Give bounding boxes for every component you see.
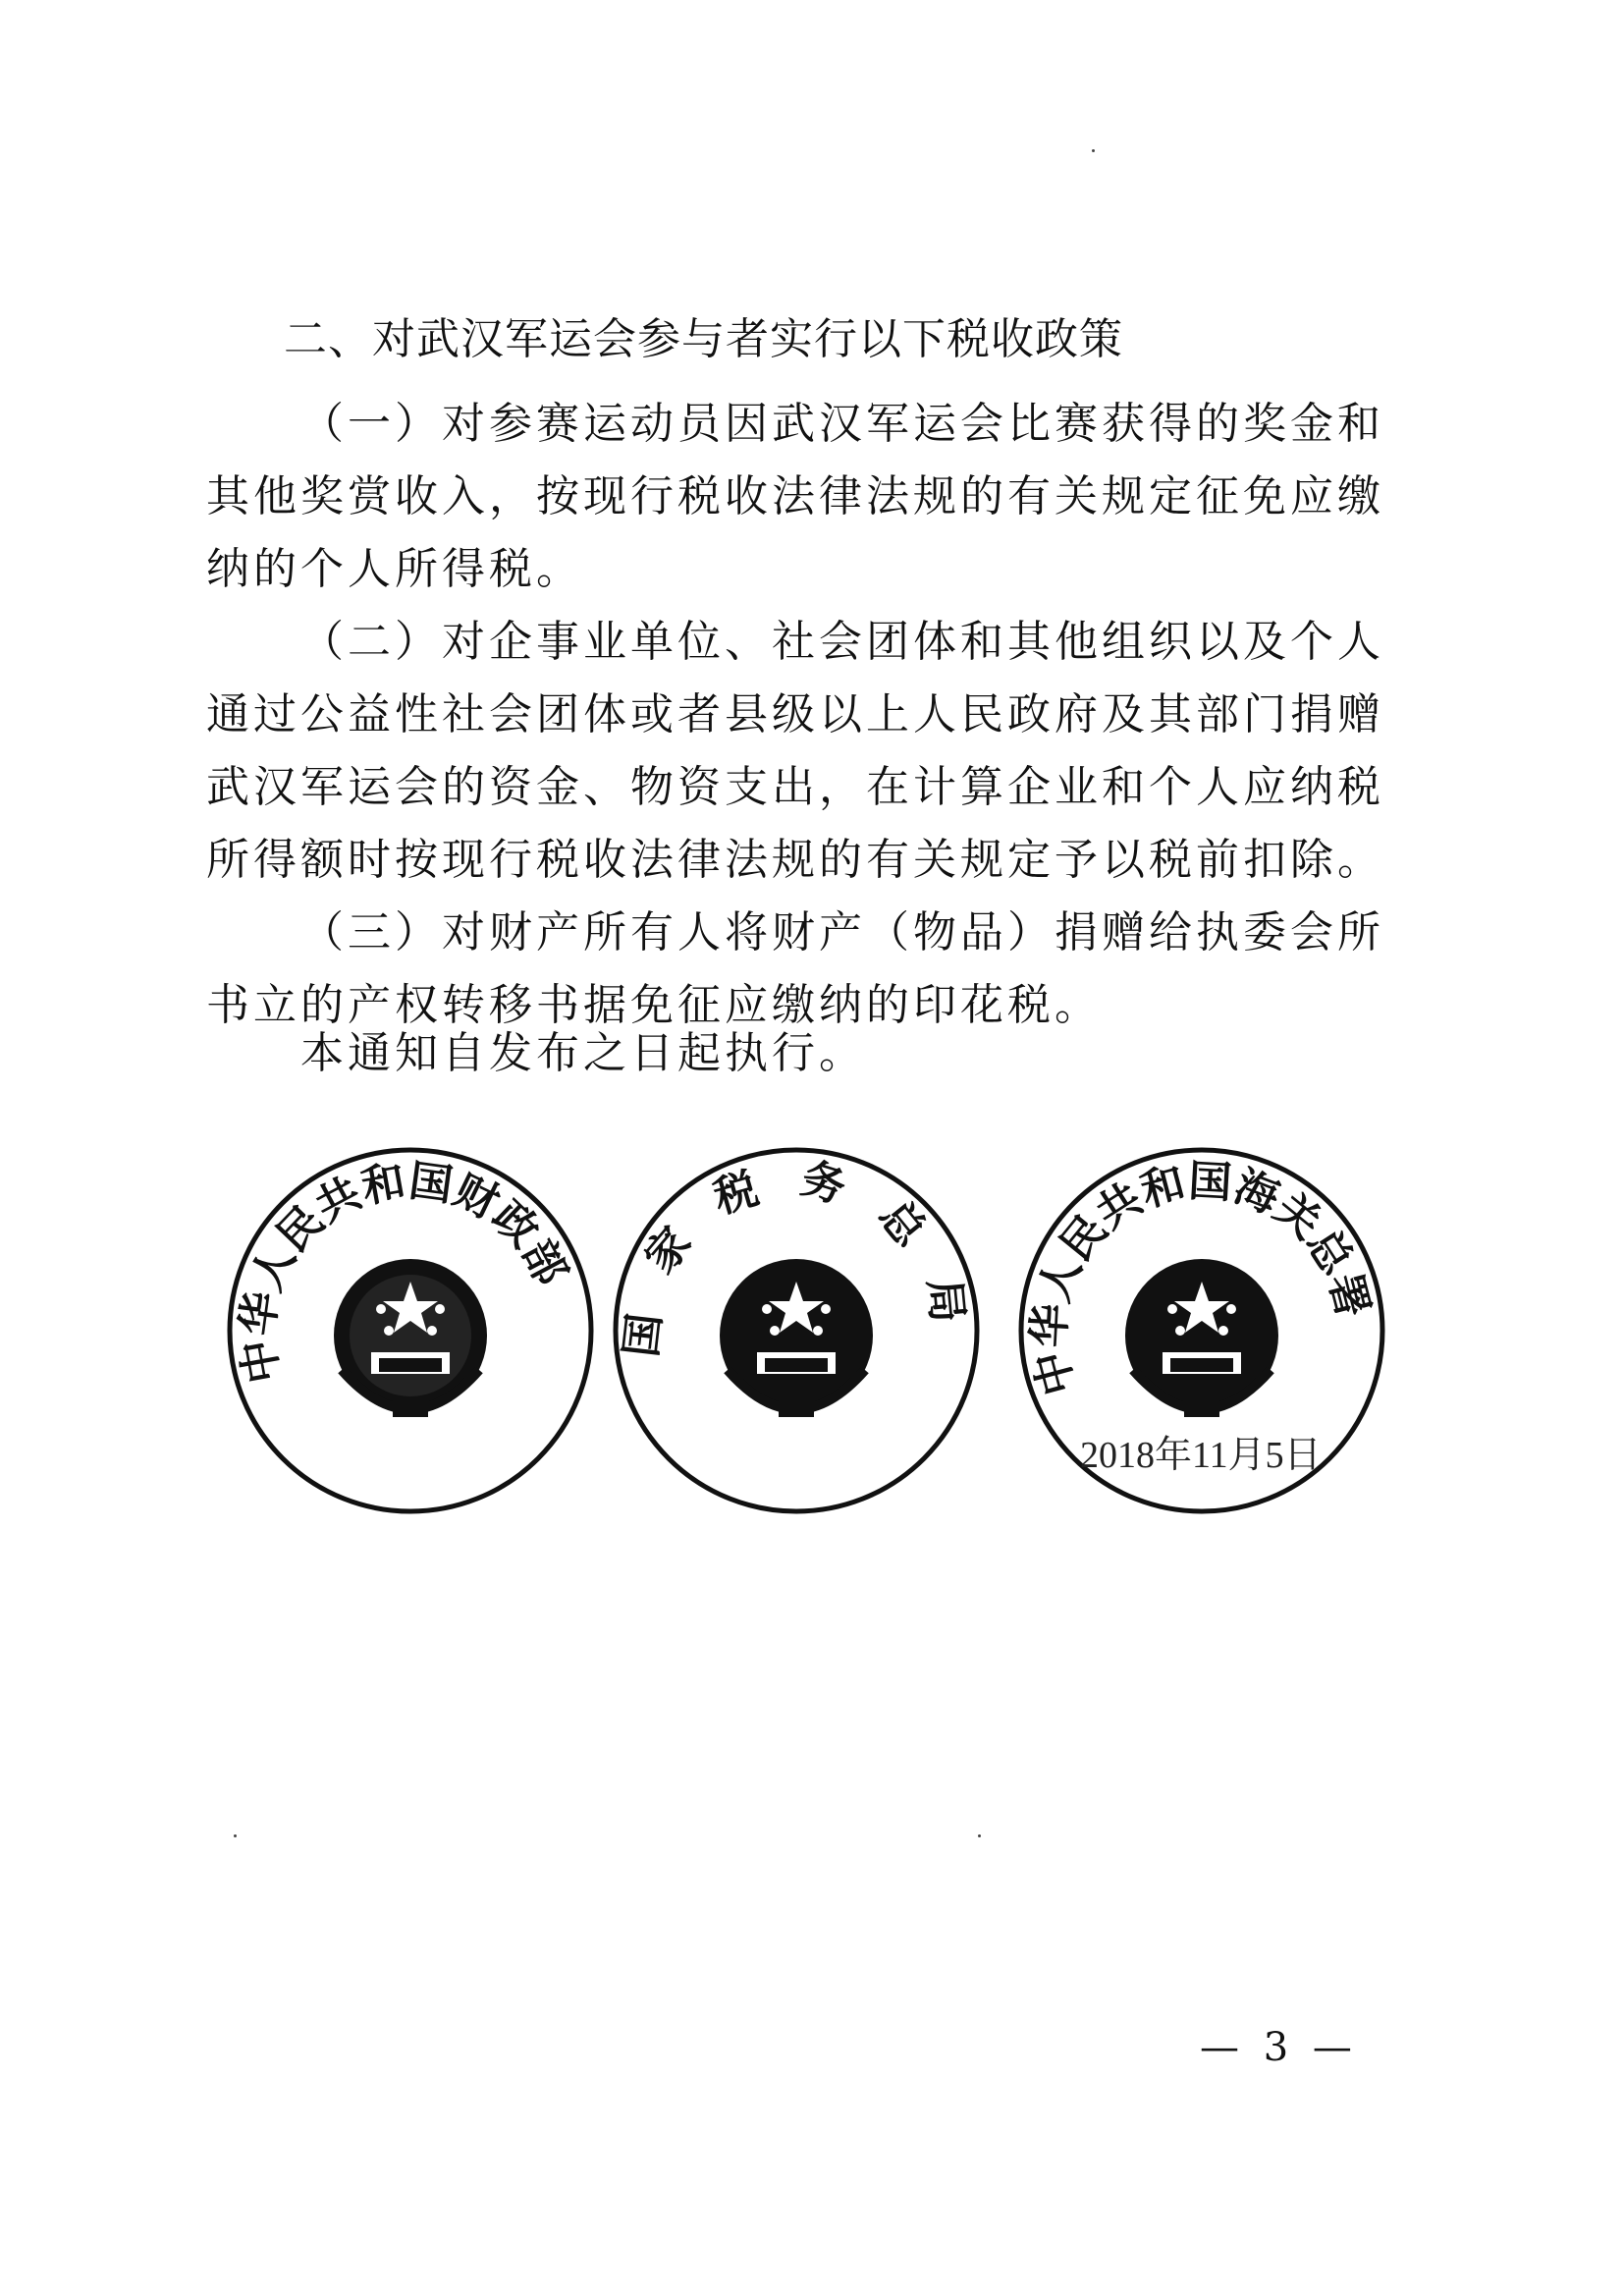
issue-date: 2018年11月5日 bbox=[1080, 1435, 1322, 1476]
seal-3-text: 中华人民共和国海关总署 bbox=[1024, 1156, 1379, 1400]
paragraph-2: （二）对企事业单位、社会团体和其他组织以及个人通过公益性社会团体或者县级以上人民政府及其部门捐赠武汉军运会的资金、物资支出，在计算企业和个人应纳税所得额时按现行税收法律法规的有关规定予以税前扣除。 bbox=[206, 617, 1384, 885]
national-emblem-icon bbox=[1125, 1259, 1278, 1417]
page-number: — 3 — bbox=[1200, 2025, 1358, 2070]
national-emblem-icon bbox=[334, 1259, 487, 1417]
scan-speck bbox=[234, 1834, 237, 1837]
paragraph-4: 本通知自发布之日起执行。 bbox=[300, 1028, 866, 1078]
seal-2-text: 国家税务总局 bbox=[616, 1153, 977, 1362]
scan-speck bbox=[978, 1834, 981, 1837]
paragraph-3: （三）对财产所有人将财产（物品）捐赠给执委会所书立的产权转移书据免征应缴纳的印花税。 bbox=[206, 907, 1384, 1030]
seal-ministry-of-finance bbox=[224, 1144, 597, 1517]
seal-1-text: 中华人民共和国财政部 bbox=[232, 1155, 577, 1388]
paragraph-1: （一）对参赛运动员因武汉军运会比赛获得的奖金和其他奖赏收入，按现行税收法律法规的有关规定征免应缴纳的个人所得税。 bbox=[206, 399, 1384, 594]
scan-speck bbox=[1092, 149, 1095, 152]
national-emblem-icon bbox=[720, 1259, 873, 1417]
section-heading: 二、对武汉军运会参与者实行以下税收政策 bbox=[284, 314, 1123, 364]
seal-state-taxation-administration bbox=[610, 1144, 983, 1517]
